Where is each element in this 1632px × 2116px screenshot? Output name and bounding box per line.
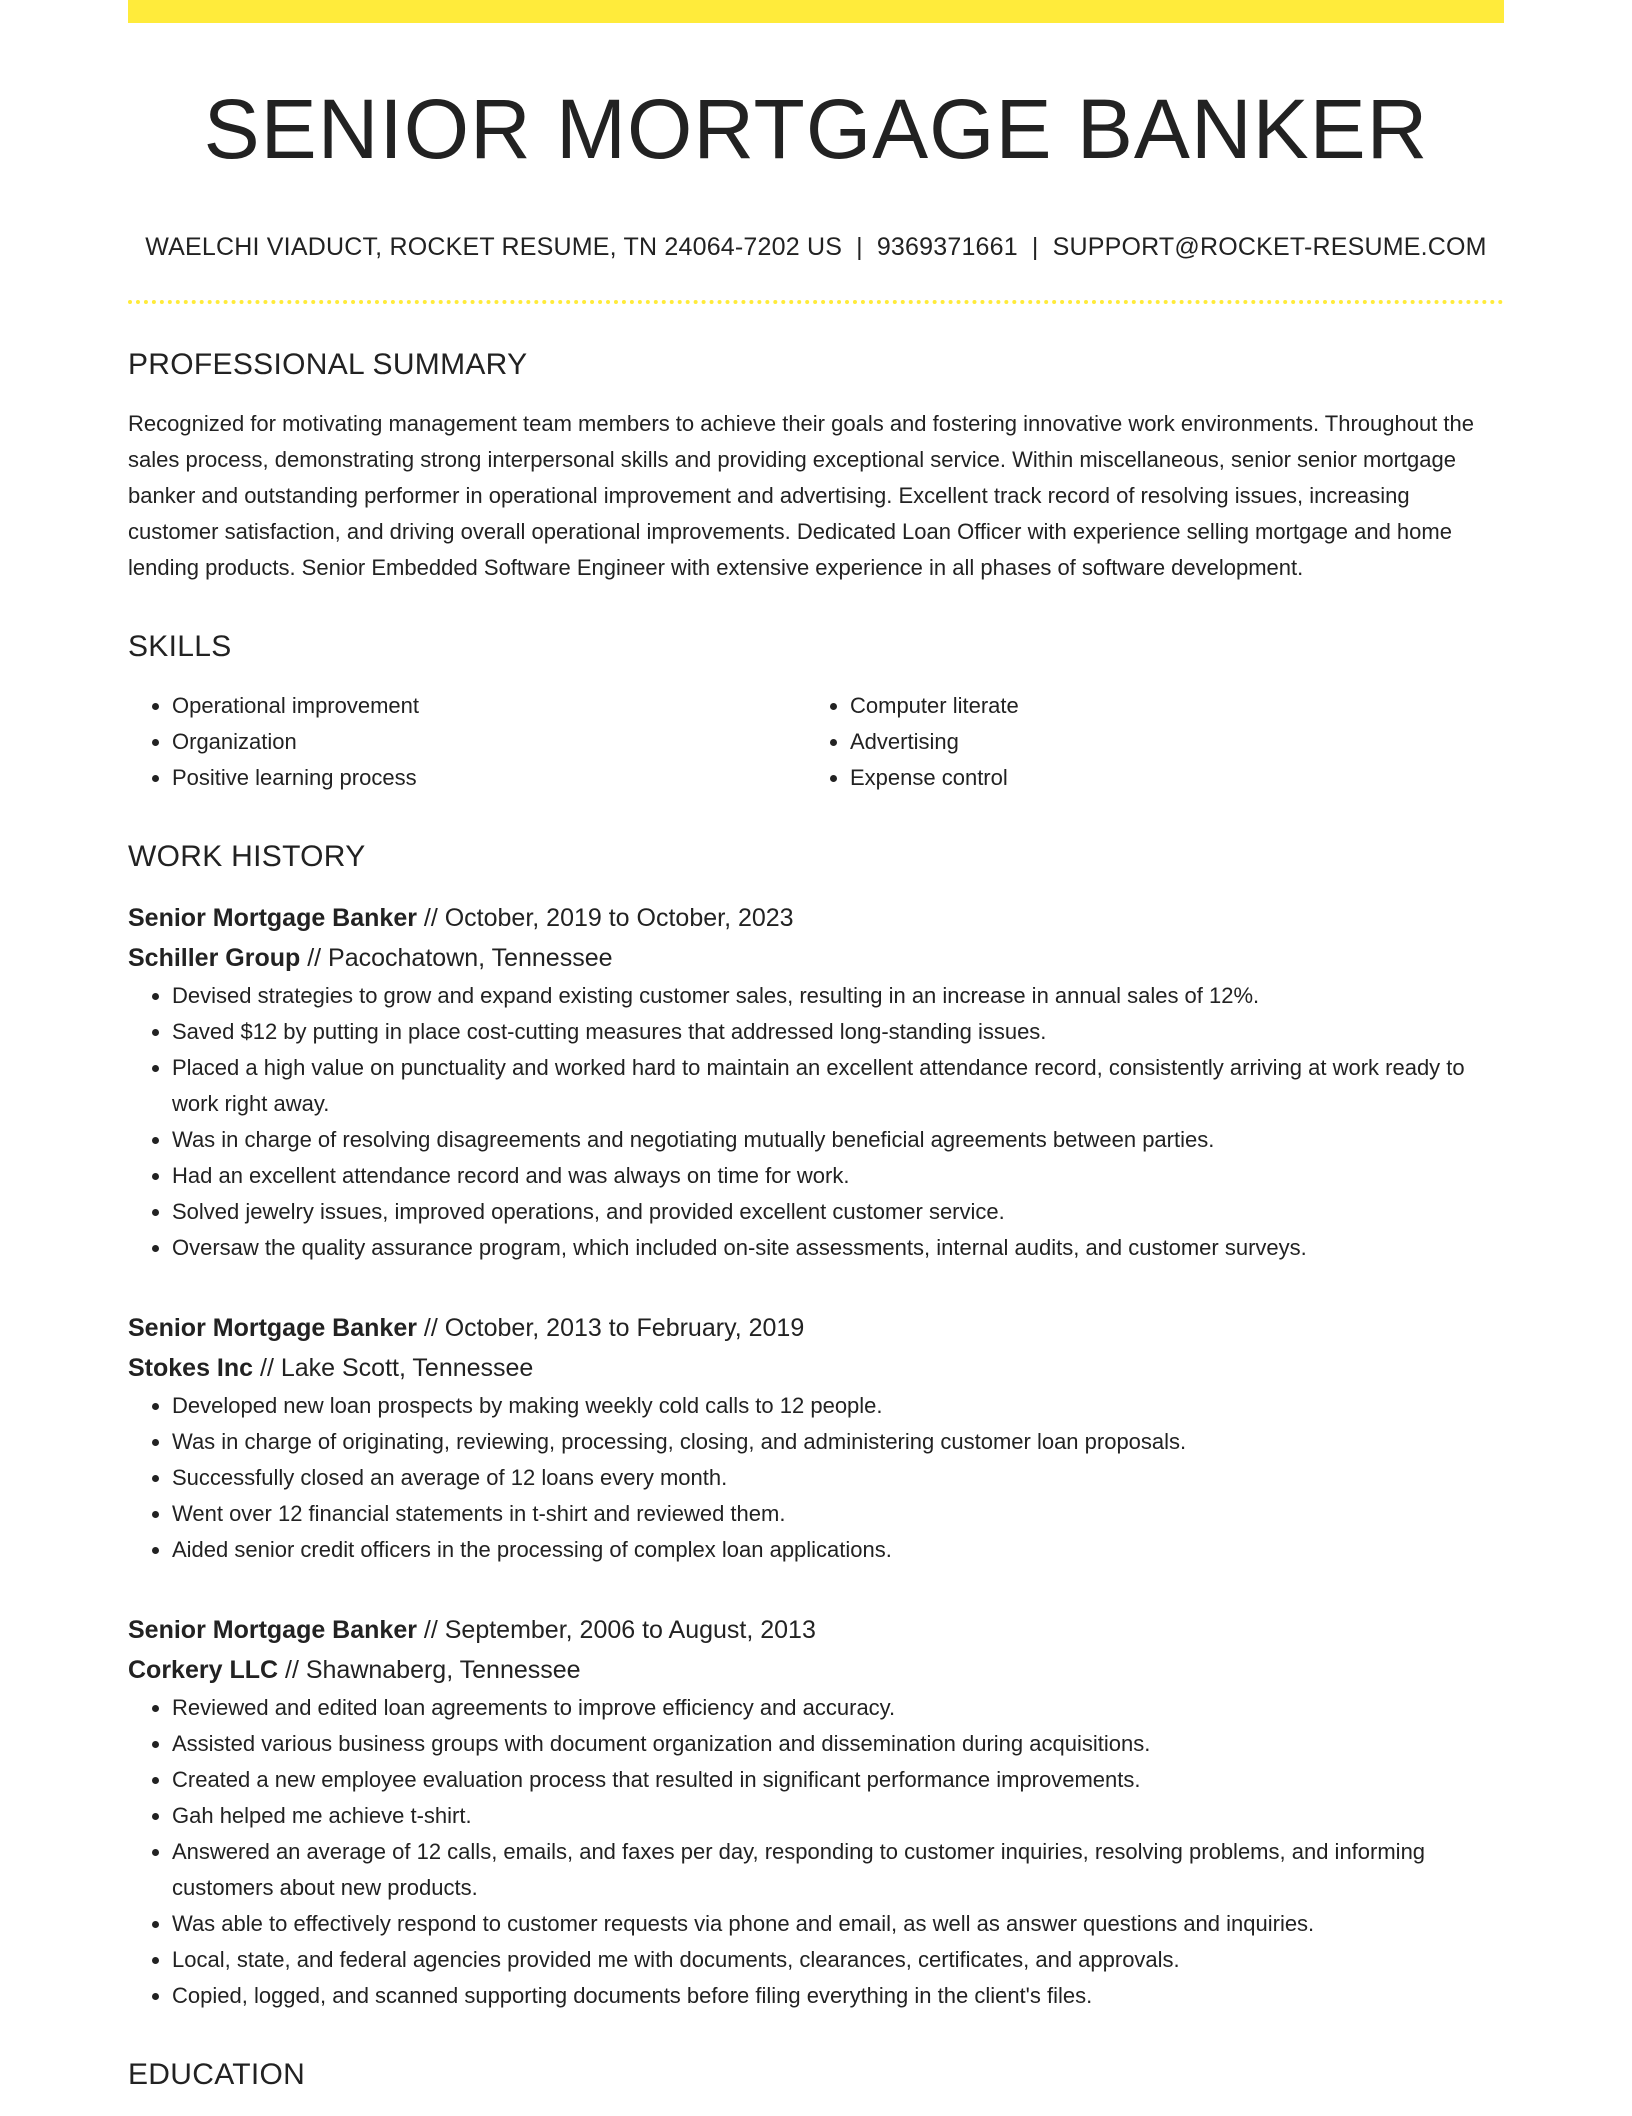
skill-item: • Expense control — [850, 760, 1504, 796]
skills-heading: SKILLS — [128, 630, 232, 664]
education-heading: EDUCATION — [128, 2058, 306, 2092]
job-company-line — [128, 1348, 1504, 1388]
job-company: Schiller Group — [128, 944, 301, 973]
job-bullet: • Successfully closed an average of 12 loans every month. — [172, 1460, 1504, 1496]
job-location: // Pacochatown, Tennessee — [300, 944, 613, 973]
job-bullet: • Assisted various business groups with document organization and dissemination during acquisitions. — [172, 1726, 1504, 1762]
contact-phone: 9369371661 — [876, 233, 1018, 262]
page-title: SENIOR MORTGAGE BANKER — [203, 82, 1429, 176]
job-bullet: • Was able to effectively respond to customer requests via phone and email, as well as answer questions and inquiries. — [172, 1906, 1504, 1942]
job-title-line — [128, 898, 1504, 938]
job-company: Stokes Inc — [128, 1354, 254, 1383]
contact-separator: | — [1031, 233, 1039, 262]
job-bullet: • Aided senior credit officers in the processing of complex loan applications. — [172, 1532, 1504, 1568]
job-bullet: • Devised strategies to grow and expand existing customer sales, resulting in an increase in annual sales of 12%. — [172, 978, 1504, 1014]
job-company: Corkery LLC — [128, 1656, 279, 1685]
job-bullet: • Answered an average of 12 calls, emails, and faxes per day, responding to customer inquiries, resolving problems, and informing customers about new products. — [172, 1834, 1504, 1906]
skill-item: • Organization — [172, 724, 806, 760]
job-bullet: • Went over 12 financial statements in t-shirt and reviewed them. — [172, 1496, 1504, 1532]
job-company-line — [128, 1650, 1504, 1690]
job-title: Senior Mortgage Banker — [128, 904, 417, 933]
job-dates: // September, 2006 to August, 2013 — [416, 1616, 816, 1645]
job-location: // Lake Scott, Tennessee — [253, 1354, 534, 1383]
job-dates: // October, 2013 to February, 2019 — [416, 1314, 805, 1343]
job-bullet: • Placed a high value on punctuality and worked hard to maintain an excellent attendance record, consistently arriving at work ready to work right away. — [172, 1050, 1504, 1122]
job-entry — [128, 1610, 1504, 2014]
contact-line — [128, 233, 1504, 262]
job-bullet: • Was in charge of originating, reviewing, processing, closing, and administering customer loan proposals. — [172, 1424, 1504, 1460]
contact-address: WAELCHI VIADUCT, ROCKET RESUME, TN 24064-7202 US — [145, 233, 843, 262]
job-company-line — [128, 938, 1504, 978]
job-bullet: • Local, state, and federal agencies provided me with documents, clearances, certificates, and approvals. — [172, 1942, 1504, 1978]
skill-item: • Advertising — [850, 724, 1504, 760]
job-bullet: • Created a new employee evaluation process that resulted in significant performance improvements. — [172, 1762, 1504, 1798]
job-title-line — [128, 1610, 1504, 1650]
job-bullets — [128, 1690, 1504, 2014]
job-bullet: • Copied, logged, and scanned supporting documents before filing everything in the client's files. — [172, 1978, 1504, 2014]
skills-list — [128, 688, 1504, 796]
job-bullet: • Solved jewelry issues, improved operations, and provided excellent customer service. — [172, 1194, 1504, 1230]
job-bullet: • Was in charge of resolving disagreements and negotiating mutually beneficial agreements between parties. — [172, 1122, 1504, 1158]
contact-separator: | — [856, 233, 863, 262]
job-title: Senior Mortgage Banker — [128, 1314, 417, 1343]
contact-email: SUPPORT@ROCKET-RESUME.COM — [1052, 233, 1487, 262]
job-bullets — [128, 978, 1504, 1266]
work-history-heading: WORK HISTORY — [128, 840, 366, 874]
job-location: // Shawnaberg, Tennessee — [278, 1656, 581, 1685]
job-entry — [128, 1308, 1504, 1568]
job-bullet: • Oversaw the quality assurance program, which included on-site assessments, internal audits, and customer surveys. — [172, 1230, 1504, 1266]
job-bullets — [128, 1388, 1504, 1568]
job-bullet: • Developed new loan prospects by making weekly cold calls to 12 people. — [172, 1388, 1504, 1424]
job-dates: // October, 2019 to October, 2023 — [416, 904, 794, 933]
job-entry — [128, 898, 1504, 1266]
job-bullet: • Had an excellent attendance record and was always on time for work. — [172, 1158, 1504, 1194]
job-bullet: • Gah helped me achieve t-shirt. — [172, 1798, 1504, 1834]
skill-item: • Operational improvement — [172, 688, 806, 724]
skills-column-left — [128, 688, 806, 796]
summary-text: Recognized for motivating management team members to achieve their goals and fostering innovative work environments. Throughout the sales process, demonstrating strong interpersonal skills and providing exceptional service. Within miscellaneous, senior senior mortgage banker and outstanding performer in operational improvement and advertising. Excellent track record of resolving issues, increasing customer satisfaction, and driving overall operational improvements. Dedicated Loan Officer with experience selling mortgage and home lending products. Senior Embedded Software Engineer with extensive experience in all phases of software development. — [128, 411, 1474, 581]
job-title-line — [128, 1308, 1504, 1348]
skill-item: • Positive learning process — [172, 760, 806, 796]
skill-item: • Computer literate — [850, 688, 1504, 724]
resume-page — [128, 0, 1504, 2116]
job-bullet: • Saved $12 by putting in place cost-cutting measures that addressed long-standing issues. — [172, 1014, 1504, 1050]
job-title: Senior Mortgage Banker — [128, 1616, 417, 1645]
dotted-divider — [128, 300, 1504, 304]
accent-bar — [128, 0, 1504, 23]
job-bullet: • Reviewed and edited loan agreements to improve efficiency and accuracy. — [172, 1690, 1504, 1726]
skills-column-right — [806, 688, 1504, 796]
summary-heading: PROFESSIONAL SUMMARY — [128, 348, 528, 382]
